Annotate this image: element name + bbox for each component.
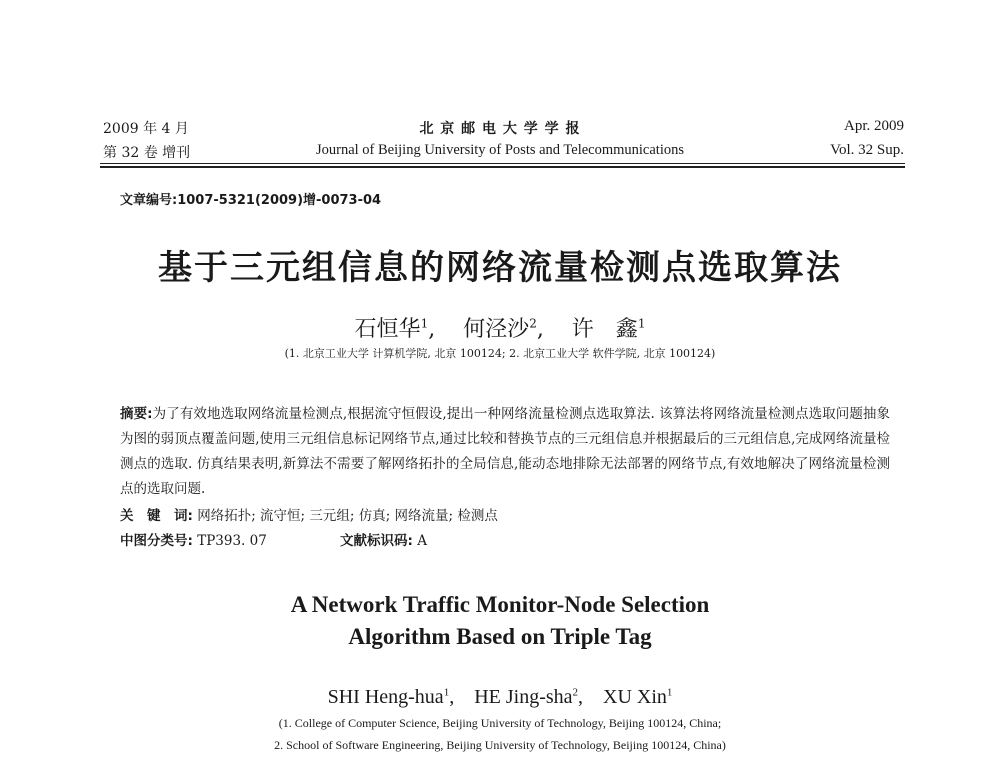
- author-sup: 2: [572, 686, 579, 699]
- document-code-value: A: [417, 533, 427, 549]
- keywords-label: 关 键 词:: [120, 508, 193, 524]
- authors-en: SHI Heng-hua$^1$, HE Jing-sha$^2$, XU Xin$^1$: [327, 686, 673, 708]
- header-rule-thin: [100, 163, 905, 164]
- journal-title-cn: 北 京 邮 电 大 学 学 报: [419, 121, 581, 137]
- author-sup: 1: [420, 316, 429, 331]
- author-sup: 2: [529, 316, 537, 331]
- header-date-en: Apr. 2009: [844, 118, 904, 134]
- journal-title-en: Journal of Beijing University of Posts and Telecommunications: [315, 142, 684, 158]
- author-sup: 1: [666, 686, 673, 699]
- affiliation-en-line-2: 2. School of Software Engineering, Beijing University of Technology, Beijing 100124, China): [274, 738, 726, 752]
- classification-value: TP393. 07: [197, 533, 267, 549]
- abstract-text: 为了有效地选取网络流量检测点,根据流守恒假设,提出一种网络流量检测点选取算法. 该算法将网络流量检测点选取问题抽象为图的弱顶点覆盖问题,使用三元组信息标记网络节点,通过比较和替换节点的三元组信息并根据最后的三元组信息,完成网络流量检测点的选取. 仿真结果表明,新算法不需要了解网络拓扑的全局信息,能动态地排除无法部署的网络节点,有效地解决了网络流量检测点的选取问题.: [120, 406, 890, 497]
- author-en: XU Xin: [603, 686, 667, 708]
- header-volume-cn: 第 32 卷 增刊: [103, 145, 191, 161]
- title-en-line-2: Algorithm Based on Triple Tag: [348, 624, 652, 649]
- article-number: 文章编号:1007-5321(2009)增-0073-04: [120, 193, 382, 208]
- header-rule-thick: [100, 166, 905, 168]
- affiliation-en-line-1: (1. College of Computer Science, Beijing University of Technology, Beijing 100124, China;: [278, 716, 722, 730]
- classification: [120, 529, 267, 549]
- affiliation-cn: (1. 北京工业大学 计算机学院, 北京 100124; 2. 北京工业大学 软件学院, 北京 100124): [284, 347, 716, 360]
- classification-label: 中图分类号:: [120, 533, 193, 549]
- author-cn: 何泾沙: [463, 317, 530, 342]
- abstract: [120, 402, 890, 502]
- author-cn: 许 鑫: [571, 317, 638, 342]
- author-cn: 石恒华: [354, 317, 421, 342]
- authors-cn: 石恒华$^1$, 何泾沙$^2$, 许 鑫$^1$: [354, 316, 646, 342]
- document-code: [340, 529, 427, 549]
- abstract-label: 摘要:: [120, 406, 153, 422]
- author-sup: 1: [443, 686, 450, 699]
- header-date-cn: 2009 年 4 月: [103, 121, 189, 137]
- document-code-label: 文献标识码:: [340, 533, 413, 549]
- header-volume-en: Vol. 32 Sup.: [830, 142, 904, 158]
- author-sup: 1: [637, 316, 646, 331]
- title-cn: 基于三元组信息的网络流量检测点选取算法: [158, 248, 842, 288]
- keywords: [120, 504, 498, 524]
- author-en: HE Jing-sha: [474, 686, 573, 708]
- keywords-text: 网络拓扑; 流守恒; 三元组; 仿真; 网络流量; 检测点: [197, 508, 498, 524]
- title-en-line-1: A Network Traffic Monitor-Node Selection: [290, 592, 710, 617]
- author-en: SHI Heng-hua: [327, 686, 444, 708]
